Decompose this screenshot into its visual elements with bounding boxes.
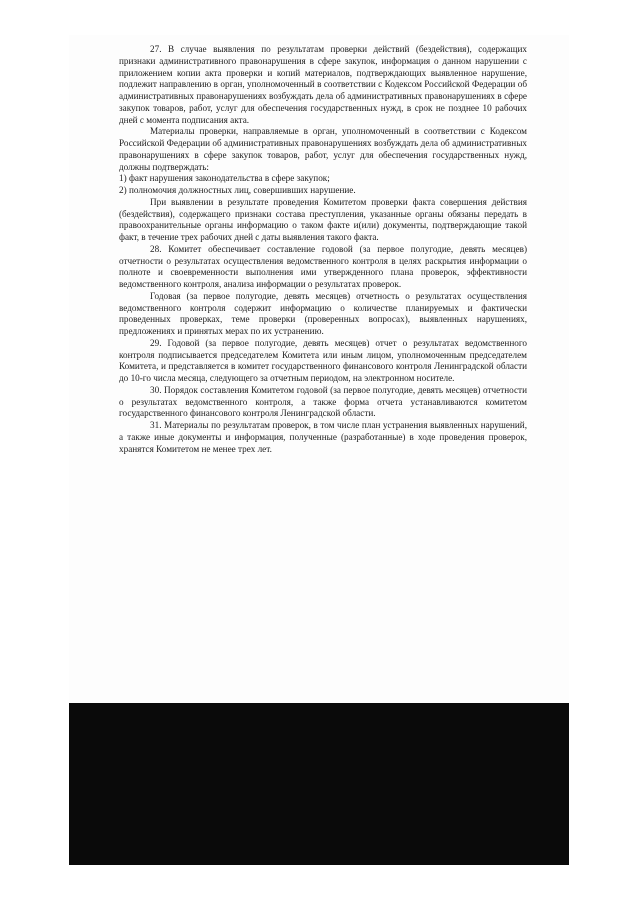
scan-black-area <box>69 703 569 865</box>
document-text <box>119 44 527 455</box>
paragraph-annual-report: Годовая (за первое полугодие, девять месяцев) отчетность о результатах осуществления ведомственного контроля содержит информацию о количестве планируемых и фактически проведенных проверках, теме проверки (проверенных вопросах), выявленных нарушениях, предложениях и принятых мерах по их устранению. <box>119 290 527 336</box>
paragraph-30: 30. Порядок составления Комитетом годовой (за первое полугодие, девять месяцев) отчетности о результатах ведомственного контроля, а также форма отчета устанавливаются комитетом государственного финансового контроля Ленинградской области. <box>119 384 527 419</box>
paragraph-materials: Материалы проверки, направляемые в орган, уполномоченный в соответствии с Кодексом Российской Федерации об административных правонарушениях возбуждать дела об административных правонарушениях в сфере закупок товаров, работ, услуг для обеспечения государственных нужд, должны подтверждать: <box>119 126 527 172</box>
paragraph-crime: При выявлении в результате проведения Комитетом проверки факта совершения действия (бездействия), содержащего признаки состава преступления, указанные органы обязаны передать в правоохранительные органы информацию о таком факте и(или) документы, подтверждающие такой факт, в течение трех рабочих дней с даты выявления такого факта. <box>119 196 527 242</box>
document-sheet <box>69 35 569 703</box>
list-item-2: 2) полномочия должностных лиц, совершивших нарушение. <box>119 185 356 195</box>
paragraph-31: 31. Материалы по результатам проверок, в том числе план устранения выявленных нарушений, а также иные документы и информация, полученные (разработанные) в ходе проведения проверок, хранятся Комитетом не менее трех лет. <box>119 420 527 454</box>
paragraph-29: 29. Годовой (за первое полугодие, девять месяцев) отчет о результатах ведомственного контроля подписывается председателем Комитета или иным лицом, уполномоченным председателем Комитета, и представляется в комитет государственного финансового контроля Ленинградской области до 10-го числа месяца, следующего за отчетным периодом, на электронном носителе. <box>119 337 527 383</box>
paragraph-28: 28. Комитет обеспечивает составление годовой (за первое полугодие, девять месяцев) отчетности о результатах осуществления ведомственного контроля в целях раскрытия информации о полноте и своевременности выполнения ими утвержденного плана проверок, эффективности ведомственного контроля, анализа информации о результатах проверок. <box>119 243 527 289</box>
list-item-1: 1) факт нарушения законодательства в сфере закупок; <box>119 173 330 184</box>
paragraph-27: 27. В случае выявления по результатам проверки действий (бездействия), содержащих признаки административного правонарушения в сфере закупок, информация о данном нарушении с приложением копии акта проверки и копий материалов, подтверждающих выявленное нарушение, подлежит направлению в орган, уполномоченный в соответствии с Кодексом Российской Федерации об административных правонарушениях возбуждать дела об административных правонарушениях в сфере закупок товаров, работ, услуг для обеспечения государственных нужд, в срок не позднее 10 рабочих дней с момента подписания акта. <box>119 44 527 125</box>
scanned-page <box>69 35 569 865</box>
